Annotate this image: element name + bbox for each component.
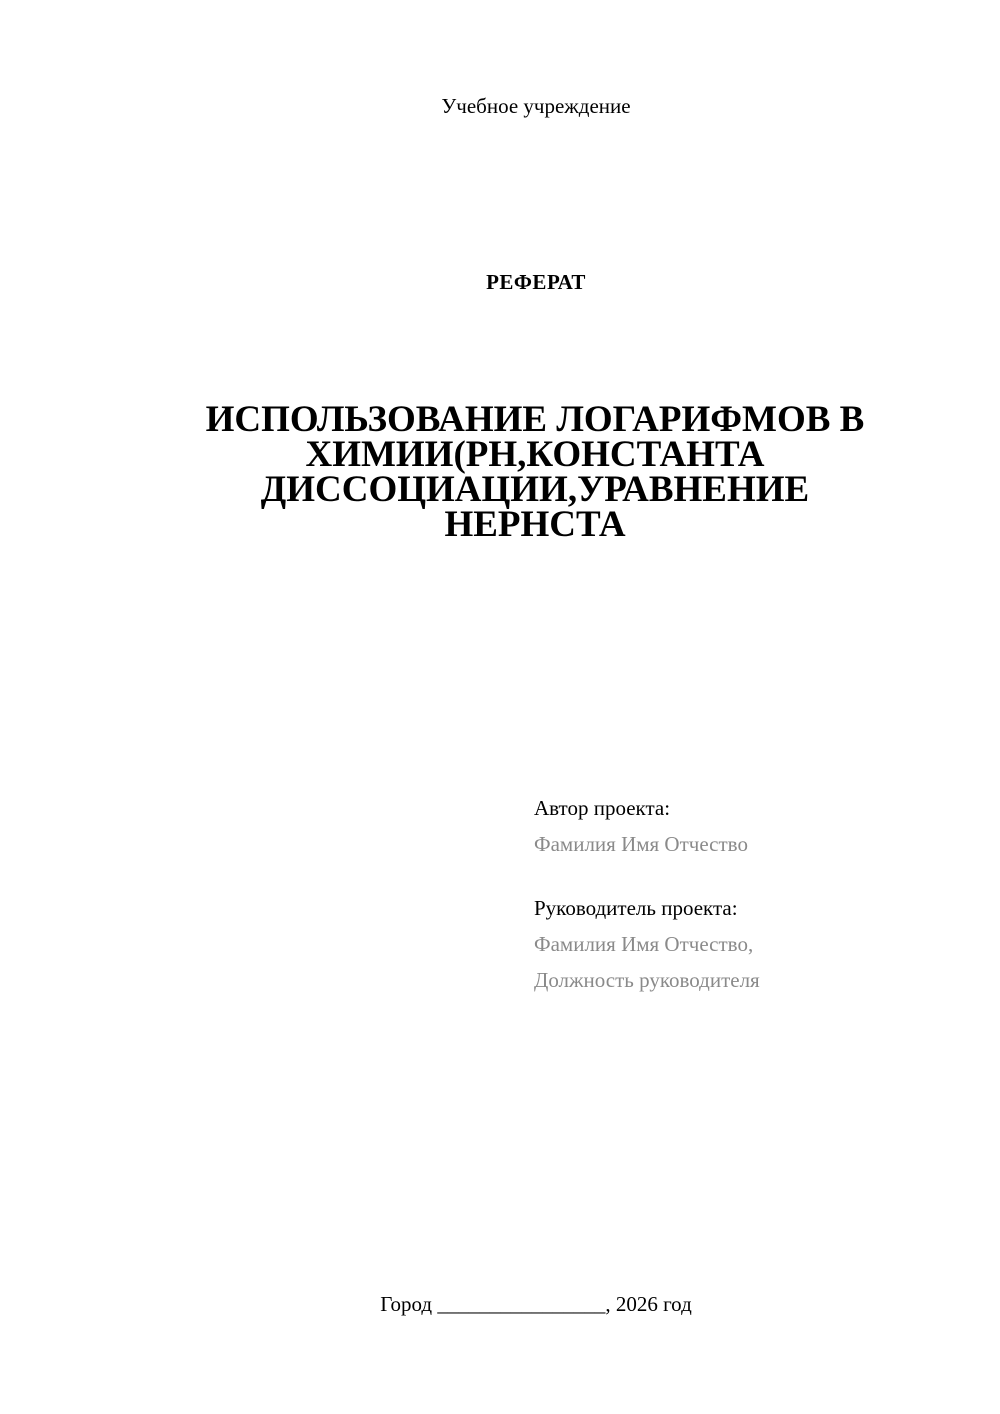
author-name: Фамилия Имя Отчество bbox=[534, 832, 748, 856]
supervisor-name: Фамилия Имя Отчество, bbox=[534, 932, 754, 956]
institution-name: Учебное учреждение bbox=[441, 94, 631, 118]
city-blank: ________________ bbox=[437, 1292, 606, 1316]
document-type: РЕФЕРАТ bbox=[486, 270, 586, 294]
title-line: ИСПОЛЬЗОВАНИЕ ЛОГАРИФМОВ В bbox=[205, 399, 865, 440]
city-year-line bbox=[0, 1290, 1000, 1318]
author-label: Автор проекта: bbox=[534, 796, 671, 820]
year-text: , 2026 год bbox=[605, 1292, 692, 1316]
credits-spacer bbox=[534, 862, 974, 890]
city-label: Город bbox=[380, 1292, 433, 1316]
title-line: ДИССОЦИАЦИИ,УРАВНЕНИЕ bbox=[260, 469, 810, 510]
supervisor-position: Должность руководителя bbox=[534, 968, 760, 992]
document-title bbox=[170, 399, 900, 545]
title-line: ХИМИИ(РН,КОНСТАНТА bbox=[305, 434, 765, 475]
supervisor-label: Руководитель проекта: bbox=[534, 896, 738, 920]
credits-block bbox=[534, 790, 974, 998]
title-line: НЕРНСТА bbox=[444, 504, 626, 545]
